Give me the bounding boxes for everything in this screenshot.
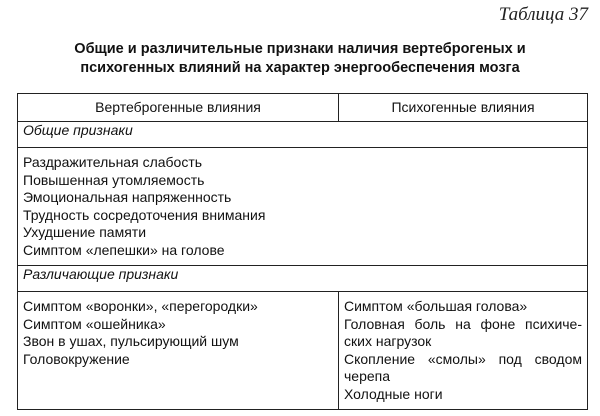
list-item: черепа	[344, 368, 391, 384]
list-item: Трудность сосредоточения внимания	[23, 206, 266, 223]
common-section-title: Общие признаки	[18, 122, 588, 148]
list-item: Раздражительная слабость	[23, 154, 203, 170]
caption-line-2: психогенных влияний на характер энергообеспечения мозга	[80, 60, 520, 76]
list-item: Скопление «смолы» под сводом	[344, 350, 582, 367]
table-number: Таблица 37	[498, 4, 588, 25]
caption-line-1: Общие и различительные признаки наличия вертеброгеных и	[74, 41, 526, 57]
list-item: Эмоциональная напряженность	[23, 189, 232, 205]
table-caption	[18, 40, 582, 78]
list-item: Головокружение	[23, 350, 130, 367]
list-item: Головная боль на фоне психиче-	[344, 315, 582, 332]
list-item: Ухудшение памяти	[23, 224, 147, 240]
list-item: Симптом «воронки», «перегородки»	[23, 298, 258, 314]
header-vertebrogenic: Вертеброгенные влияния	[18, 94, 339, 122]
header-row	[18, 94, 588, 122]
list-item: Звон в ушах, пульсирующий шум	[23, 333, 239, 349]
list-item: ских нагрузок	[344, 333, 432, 349]
list-item: Симптом «ошейника»	[23, 315, 166, 332]
distinct-section-row	[18, 266, 588, 292]
list-item: Симптом «большая голова»	[344, 298, 528, 314]
common-items-cell	[18, 148, 588, 266]
common-section-row	[18, 122, 588, 148]
common-items-row	[18, 148, 588, 266]
list-item: Холодные ноги	[344, 385, 443, 402]
vertebrogenic-items-cell	[18, 292, 339, 410]
psychogenic-items-cell	[339, 292, 588, 410]
list-item: Повышенная утомляемость	[23, 171, 205, 188]
distinct-section-title: Различающие признаки	[18, 266, 588, 292]
list-item: Симптом «лепешки» на голове	[23, 241, 225, 258]
distinct-items-row	[18, 292, 588, 410]
header-psychogenic: Психогенные влияния	[339, 94, 588, 122]
signs-table	[17, 93, 588, 410]
